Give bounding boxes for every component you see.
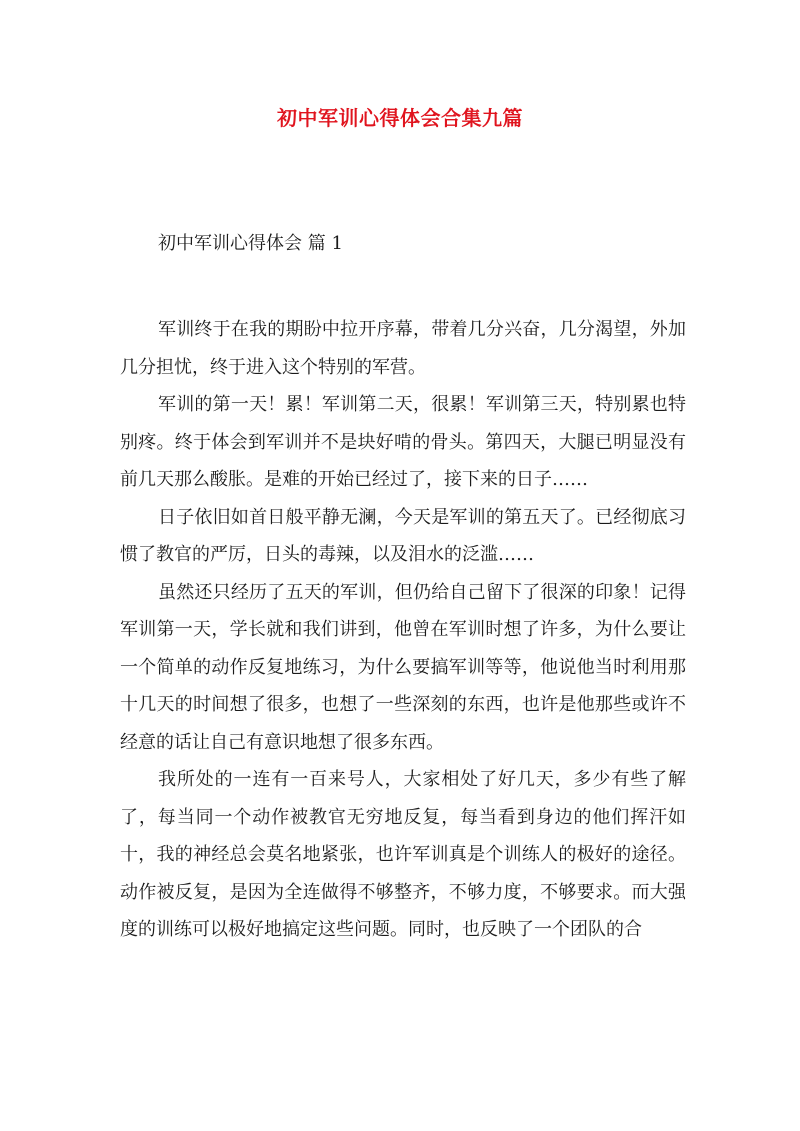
- paragraph-4: 虽然还只经历了五天的军训，但仍给自己留下了很深的印象！记得军训第一天，学长就和我们讲到，他曾在军训时想了许多，为什么要让一个简单的动作反复地练习，为什么要搞军训等等，他说他当时利用那十几天的时间想了很多，也想了一些深刻的东西，也许是他那些或许不经意的话让自己有意识地想了很多东西。: [120, 581, 686, 753]
- document-title: 初中军训心得体会合集九篇: [277, 106, 523, 130]
- section-heading: 初中军训心得体会 篇 1: [158, 233, 343, 254]
- paragraph-1: 军训终于在我的期盼中拉开序幕，带着几分兴奋，几分渴望，外加几分担忧，终于进入这个特别的军营。: [120, 319, 686, 378]
- paragraph-3: 日子依旧如首日般平静无澜，今天是军训的第五天了。已经彻底习惯了教官的严厉，日头的毒辣，以及泪水的泛滥……: [120, 506, 686, 565]
- paragraph-5: 我所处的一连有一百来号人，大家相处了好几天，多少有些了解了，每当同一个动作被教官无穷地反复，每当看到身边的他们挥汗如十，我的神经总会莫名地紧张，也许军训真是个训练人的极好的途径。动作被反复，是因为全连做得不够整齐，不够力度，不够要求。而大强度的训练可以极好地搞定这些问题。同时，也反映了一个团队的合: [120, 769, 686, 940]
- body-text: [120, 311, 686, 949]
- paragraph-2: 军训的第一天！累！军训第二天，很累！军训第三天，特别累也特别疼。终于体会到军训并不是块好啃的骨头。第四天，大腿已明显没有前几天那么酸胀。是难的开始已经过了，接下来的日子……: [120, 394, 686, 490]
